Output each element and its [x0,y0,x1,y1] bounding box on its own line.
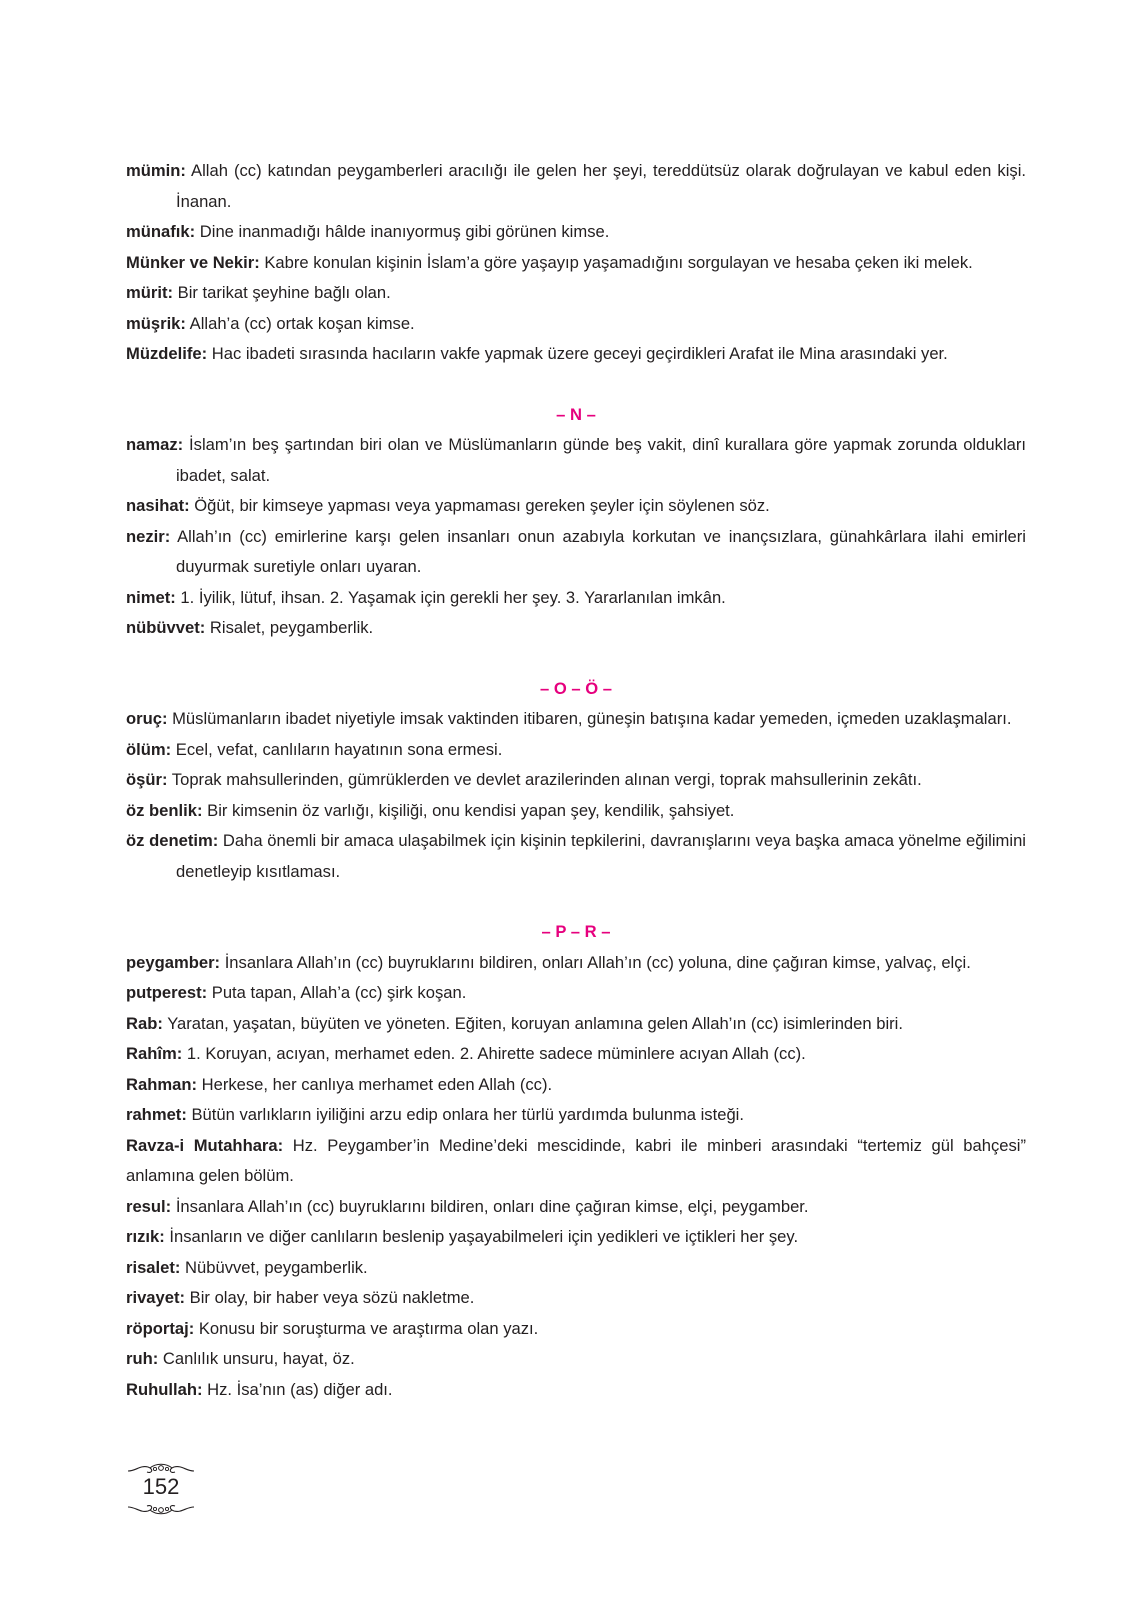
entry-definition: Öğüt, bir kimseye yapması veya yapmaması gereken şeyler için söylenen söz. [194,496,770,515]
entry-definition: Daha önemli bir amaca ulaşabilmek için kişinin tepkilerini, davranışlarını veya başka amaca yönelme eğilimini denetleyip kısıtlaması. [176,831,1026,881]
glossary-entry [126,1039,1026,1070]
glossary-entry [126,1100,1026,1131]
entry-definition: Kabre konulan kişinin İslam’a göre yaşayıp yaşamadığını sorgulayan ve hesaba çeken iki melek. [264,252,973,272]
glossary-entry [126,1070,1026,1101]
entry-term: mürit: [126,283,174,302]
entry-definition: Canlılık unsuru, hayat, öz. [162,1349,355,1368]
entry-definition: Allah’ın (cc) emirlerine karşı gelen insanları onun azabıyla korkutan ve inançsızlara, günahkârlara ilahi emirleri duyurmak suretiyle onları uyaran. [176,526,1026,576]
glossary-entry [126,948,1026,979]
glossary-entry [126,1192,1026,1223]
entry-definition: Hz. İsa’nın (as) diğer adı. [207,1379,393,1399]
entry-definition: Bütün varlıkların iyiliğini arzu edip onlara her türlü yardımda bulunma isteği. [191,1105,744,1124]
glossary-entry [126,735,1026,766]
glossary-entry [126,430,1026,491]
entry-definition: İnsanlara Allah’ın (cc) buyruklarını bildiren, onları Allah’ın (cc) yoluna, dine çağıran kimse, yalvaç, elçi. [224,952,971,972]
entry-definition: Bir kimsenin öz varlığı, kişiliği, onu kendisi yapan şey, kendilik, şahsiyet. [207,800,735,820]
entry-term: nimet: [126,587,176,607]
glossary-section-p [126,917,1026,1405]
glossary-entry [126,248,1026,279]
entry-term: rivayet: [126,1288,186,1307]
entry-term: risalet: [126,1257,181,1277]
entry-term: röportaj: [126,1318,195,1338]
glossary-entry [126,1222,1026,1253]
glossary-entry [126,217,1026,248]
page-number-block [126,1462,196,1522]
entry-term: peygamber: [126,952,221,972]
entry-definition: Allah (cc) katından peygamberleri aracılığı ile gelen her şeyi, tereddütsüz olarak doğrulayan ve kabul eden kişi. İnanan. [176,161,1026,211]
glossary-entry [126,1283,1026,1314]
glossary-entry [126,1009,1026,1040]
entry-definition: 1. İyilik, lütuf, ihsan. 2. Yaşamak için gerekli her şey. 3. Yararlanılan imkân. [180,587,726,607]
page-number: 152 [142,1474,180,1499]
glossary-entry [126,1253,1026,1284]
entry-term: Ruhullah: [126,1379,203,1399]
glossary [126,156,1026,1405]
glossary-entry [126,1344,1026,1375]
entry-term: Rahman: [126,1074,197,1094]
glossary-entry [126,309,1026,340]
glossary-entry [126,765,1026,796]
section-heading: – N – [556,404,596,424]
entry-term: müşrik: [126,313,186,333]
entry-term: resul: [126,1196,172,1216]
glossary-entry [126,339,1026,370]
entry-definition: Toprak mahsullerinden, gümrüklerden ve devlet arazilerinden alınan vergi, toprak mahsullerinin zekâtı. [171,770,922,789]
entry-term: öşür: [126,770,168,789]
entry-term: ruh: [126,1349,159,1368]
section-heading: – P – R – [541,922,611,941]
glossary-section-o [126,674,1026,888]
section-heading: – O – Ö – [540,678,612,698]
glossary-entry [126,1314,1026,1345]
glossary-entry [126,1375,1026,1406]
entry-term: Müzdelife: [126,344,208,363]
glossary-entry [126,156,1026,217]
entry-term: öz benlik: [126,800,203,820]
entry-term: putperest: [126,983,208,1002]
glossary-entry [126,1131,1026,1192]
entry-definition: Bir tarikat şeyhine bağlı olan. [177,283,391,302]
glossary-entry [126,491,1026,522]
entry-definition: Yaratan, yaşatan, büyüten ve yöneten. Eğiten, koruyan anlamına gelen Allah’ın (cc) isimlerinden biri. [167,1013,903,1033]
entry-definition: Konusu bir soruşturma ve araştırma olan yazı. [198,1318,539,1338]
entry-term: oruç: [126,709,168,728]
entry-term: namaz: [126,435,184,454]
entry-term: Münker ve Nekir: [126,252,260,272]
entry-term: ölüm: [126,739,172,759]
glossary-entry [126,704,1026,735]
entry-definition: Puta tapan, Allah’a (cc) şirk koşan. [211,983,467,1002]
entry-definition: 1. Koruyan, acıyan, merhamet eden. 2. Ahirette sadece müminlere acıyan Allah (cc). [186,1044,806,1063]
glossary-entry [126,826,1026,887]
glossary-entry [126,583,1026,614]
entry-definition: Nübüvvet, peygamberlik. [185,1257,368,1277]
glossary-entry [126,613,1026,644]
entry-term: öz denetim: [126,831,219,850]
entry-term: nübüvvet: [126,618,206,637]
entry-definition: İnsanların ve diğer canlıların beslenip yaşayabilmeleri için yedikleri ve içtikleri her şey. [169,1227,799,1246]
entry-term: Rahîm: [126,1044,183,1063]
glossary-section-n [126,400,1026,644]
entry-definition: İnsanlara Allah’ın (cc) buyruklarını bildiren, onları dine çağıran kimse, elçi, peygamber. [175,1196,809,1216]
glossary-entry [126,796,1026,827]
entry-definition: Hac ibadeti sırasında hacıların vakfe yapmak üzere geceyi geçirdikleri Arafat ile Mina arasındaki yer. [211,344,948,363]
entry-term: Rab: [126,1013,163,1033]
entry-term: rahmet: [126,1105,187,1124]
entry-term: nasihat: [126,496,190,515]
entry-definition: Hz. Peygamber’in Medine’deki mescidinde, kabri ile minberi arasındaki “tertemiz gül bahçesi” anlamına gelen bölüm. [126,1135,1026,1185]
entry-term: mümin: [126,161,186,180]
entry-term: rızık: [126,1227,165,1246]
entry-definition: Dine inanmadığı hâlde inanıyormuş gibi görünen kimse. [199,222,610,241]
entry-definition: İslam’ın beş şartından biri olan ve Müslümanların günde beş vakit, dinî kurallara göre yapmak zorunda oldukları ibadet, salat. [176,435,1026,485]
glossary-entry [126,522,1026,583]
entry-definition: Allah’a (cc) ortak koşan kimse. [189,313,415,333]
entry-term: nezir: [126,526,171,546]
entry-term: Ravza-i Mutahhara: [126,1135,284,1155]
entry-definition: Bir olay, bir haber veya sözü nakletme. [189,1288,475,1307]
bottom-flourish-icon [126,1502,196,1516]
entry-term: münafık: [126,222,196,241]
glossary-entry [126,978,1026,1009]
entry-definition: Müslümanların ibadet niyetiyle imsak vaktinden itibaren, güneşin batışına kadar yemeden, içmeden uzaklaşmaları. [172,709,1012,728]
glossary-section-m [126,156,1026,370]
entry-definition: Risalet, peygamberlik. [209,618,374,637]
entry-definition: Ecel, vefat, canlıların hayatının sona ermesi. [175,739,503,759]
glossary-entry [126,278,1026,309]
entry-definition: Herkese, her canlıya merhamet eden Allah (cc). [201,1074,553,1094]
